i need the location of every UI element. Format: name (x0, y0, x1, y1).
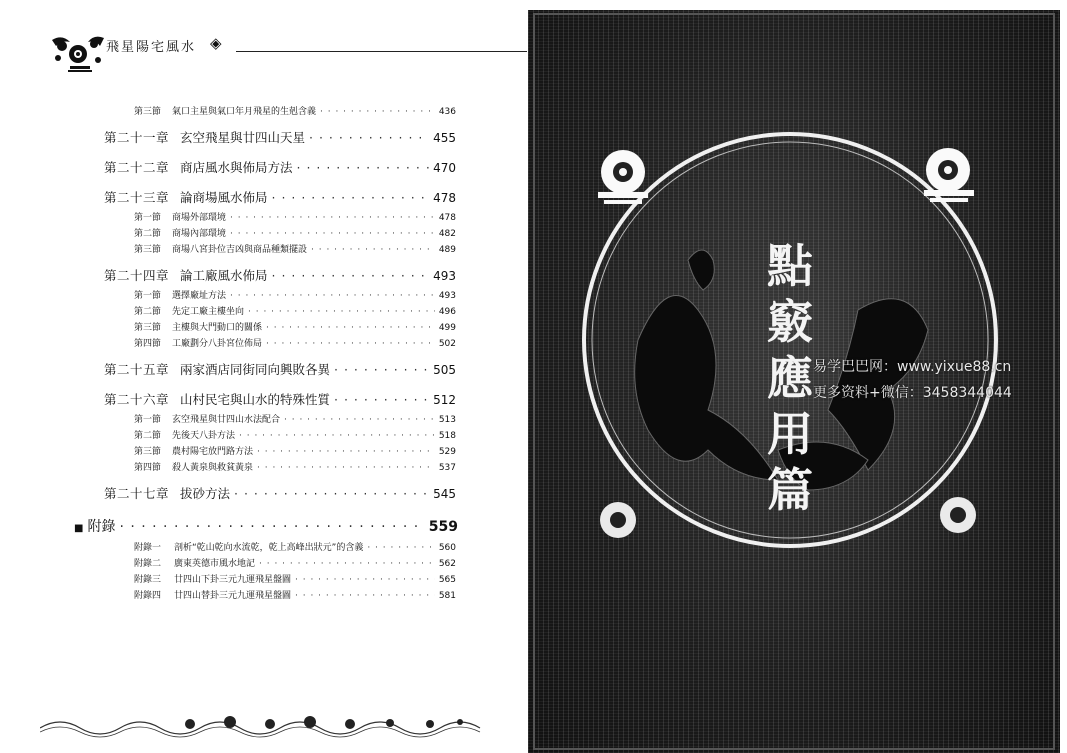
dot-leader (295, 591, 435, 601)
dot-leader (257, 463, 435, 473)
toc-entry-title: 論商場風水佈局 (180, 190, 268, 205)
left-page (0, 0, 527, 753)
top-left-medallion-icon (598, 150, 648, 204)
toc-entry-number: 第二十五章 (104, 362, 170, 377)
toc-entry-number: 第四節 (134, 339, 162, 349)
bottom-left-medallion-icon (600, 502, 636, 538)
dot-leader (272, 268, 430, 283)
toc-entry-number: 第一節 (134, 415, 162, 425)
dot-leader (334, 362, 429, 377)
toc-entry-title: 兩家酒店同街同向興敗各異 (180, 362, 331, 377)
dot-leader (367, 543, 434, 553)
toc-entry-title: 廿四山替卦三元九運飛星盤圖 (174, 591, 292, 601)
toc-appendix-row (134, 540, 456, 553)
dot-leader (297, 160, 430, 175)
dot-leader (259, 559, 435, 569)
toc-page-number: 493 (433, 269, 456, 283)
toc-section-row (134, 336, 456, 349)
diamond-icon: ◈ (210, 34, 222, 52)
toc-section-row (134, 460, 456, 473)
toc-chapter-row (104, 158, 456, 176)
floral-ornament-icon (48, 30, 108, 74)
dot-leader (272, 190, 430, 205)
toc-page-number: 478 (438, 213, 456, 223)
toc-page-number: 496 (438, 307, 456, 317)
toc-appendix-heading (74, 516, 458, 536)
toc-entry-title: 先後天八卦方法 (172, 431, 236, 441)
toc-page-number: 489 (438, 245, 456, 255)
bottom-right-medallion-icon (940, 497, 976, 533)
toc-page-number: 499 (438, 323, 456, 333)
dot-leader (320, 107, 435, 117)
toc-section-row (134, 320, 456, 333)
square-bullet-icon: ■ (74, 523, 84, 534)
toc-section-row (134, 412, 456, 425)
toc-entry-title: 廿四山下卦三元九運飛星盤圖 (174, 575, 292, 585)
toc-entry-number: 附錄二 (134, 559, 162, 569)
toc-entry-number: 第二十二章 (104, 160, 170, 175)
toc-page-number: 537 (438, 463, 456, 473)
toc-entry-number: 第一節 (134, 291, 162, 301)
toc-entry-number: 第三節 (134, 245, 162, 255)
toc-page-number: 518 (438, 431, 456, 441)
toc-entry-number: 附錄四 (134, 591, 162, 601)
toc-entry-title: 商店風水與佈局方法 (180, 160, 293, 175)
watermark-line-1: 易学巴巴网：www.yixue88.cn (813, 359, 1012, 375)
toc-entry-title: 農村陽宅放門路方法 (172, 447, 254, 457)
toc-entry-title: 玄空飛星與廿四山天星 (180, 130, 306, 145)
toc-entry-title: 山村民宅與山水的特殊性質 (180, 392, 331, 407)
toc-entry-title: 選擇廠址方法 (172, 291, 227, 301)
toc-entry-title: 商場內部環境 (172, 229, 227, 239)
toc-entry-title: 玄空飛星與廿四山水法配合 (172, 415, 281, 425)
toc-page-number: 502 (438, 339, 456, 349)
toc-entry-number: 第二節 (134, 229, 162, 239)
toc-section-row (134, 104, 456, 117)
toc-chapter-row (104, 390, 456, 408)
toc-chapter-row (104, 484, 456, 502)
toc-section-row (134, 210, 456, 223)
toc-entry-number: 第二十六章 (104, 392, 170, 407)
dot-leader (311, 245, 435, 255)
toc-page-number: 470 (433, 161, 456, 175)
header-divider (236, 51, 527, 52)
toc-entry-number: 第二十四章 (104, 268, 170, 283)
toc-entry-number: 附錄三 (134, 575, 162, 585)
toc-entry-number: 第二十一章 (104, 130, 170, 145)
dot-leader (248, 307, 435, 317)
toc-chapter-row (104, 188, 456, 206)
dot-leader (230, 291, 435, 301)
toc-entry-number: 第二十七章 (104, 486, 170, 501)
toc-entry-title: 殺人黃泉與救貧黃泉 (172, 463, 254, 473)
toc-entry-number: 第三節 (134, 107, 162, 117)
dot-leader (257, 447, 435, 457)
toc-page-number: 562 (438, 559, 456, 569)
toc-page-number: 545 (433, 487, 456, 501)
toc-page-number: 512 (433, 393, 456, 407)
toc-appendix-row (134, 556, 456, 569)
toc-entry-number: 第三節 (134, 323, 162, 333)
cover-page (528, 10, 1060, 753)
watermark-line-2: 更多资料+微信：3458344044 (813, 385, 1012, 401)
toc-page-number: 436 (438, 107, 456, 117)
toc-chapter-row (104, 266, 456, 284)
toc-entry-number: 第四節 (134, 463, 162, 473)
toc-entry-title: 附錄 (87, 519, 116, 535)
toc-section-row (134, 428, 456, 441)
dot-leader (239, 431, 435, 441)
toc-entry-title: 廣東英德市風水地記 (174, 559, 256, 569)
toc-page-number: 529 (438, 447, 456, 457)
toc-page-number: 478 (433, 191, 456, 205)
dot-leader (230, 213, 435, 223)
dot-leader (266, 339, 435, 349)
title-char: 竅 (767, 295, 813, 349)
dot-leader (230, 229, 435, 239)
toc-entry-title: 工廠劃分八卦宮位佈局 (172, 339, 263, 349)
footer-floral-border-icon (40, 712, 500, 738)
toc-entry-number: 第二十三章 (104, 190, 170, 205)
toc-entry-title: 論工廠風水佈局 (180, 268, 268, 283)
toc-chapter-row (104, 128, 456, 146)
toc-page-number: 505 (433, 363, 456, 377)
toc-page-number: 581 (438, 591, 456, 601)
toc-entry-title: 氣口主星與氣口年月飛星的生剋含義 (172, 107, 317, 117)
toc-page-number: 565 (438, 575, 456, 585)
toc-entry-number: 第三節 (134, 447, 162, 457)
toc-entry-title: 商場外部環境 (172, 213, 227, 223)
toc-section-row (134, 304, 456, 317)
dot-leader (334, 392, 429, 407)
toc-entry-title: 商場八宮卦位吉凶與商品種類擺設 (172, 245, 308, 255)
toc-page-number: 482 (438, 229, 456, 239)
toc-chapter-row (104, 360, 456, 378)
toc-entry-title: 拔砂方法 (180, 486, 231, 501)
toc-page-number: 455 (433, 131, 456, 145)
title-char: 用 (767, 407, 813, 461)
toc-page-number: 493 (438, 291, 456, 301)
dot-leader (284, 415, 435, 425)
dot-leader (234, 486, 429, 501)
toc-page-number: 559 (428, 519, 458, 535)
toc-entry-number: 第一節 (134, 213, 162, 223)
dot-leader (295, 575, 435, 585)
toc-entry-number: 第二節 (134, 431, 162, 441)
title-char: 點 (767, 239, 813, 293)
toc-entry-number: 附錄一 (134, 543, 162, 553)
toc-appendix-row (134, 572, 456, 585)
toc-entry-title: 剖析“乾山乾向水流乾，乾上高峰出狀元”的含義 (174, 543, 364, 553)
title-char: 篇 (767, 463, 813, 517)
toc-section-row (134, 242, 456, 255)
toc-page-number: 513 (438, 415, 456, 425)
toc-entry-title: 主樓與大門動口的關係 (172, 323, 263, 333)
toc-appendix-row (134, 588, 456, 601)
title-char: 應 (767, 351, 813, 405)
dot-leader (309, 130, 429, 145)
toc-entry-number: 第二節 (134, 307, 162, 317)
cover-title (760, 238, 820, 518)
dot-leader (119, 519, 424, 535)
toc-entry-title: 先定工廠主樓坐向 (172, 307, 245, 317)
toc-section-row (134, 226, 456, 239)
toc-section-row (134, 288, 456, 301)
dot-leader (266, 323, 435, 333)
toc-page-number: 560 (438, 543, 456, 553)
top-right-medallion-icon (924, 148, 974, 202)
running-header: 飛星陽宅風水 (106, 40, 197, 55)
toc-section-row (134, 444, 456, 457)
